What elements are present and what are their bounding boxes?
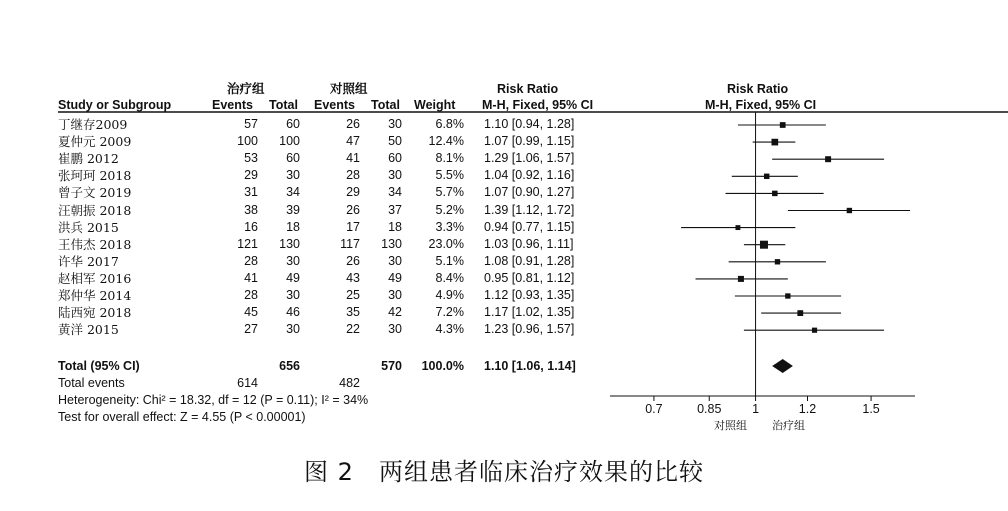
weight-header: Weight <box>414 98 456 112</box>
events-control: 26 <box>346 253 360 268</box>
events-treatment: 28 <box>244 288 258 302</box>
risk-ratio-header-left: Risk Ratio <box>497 82 559 96</box>
total-treatment: 34 <box>286 185 300 200</box>
weight: 5.2% <box>435 202 464 217</box>
total-control: 30 <box>388 117 402 131</box>
total-control: 30 <box>388 288 402 302</box>
heterogeneity-text: Heterogeneity: Chi² = 18.32, df = 12 (P = 0.11); I² = 34% <box>58 393 369 407</box>
x-tick-label: 1.5 <box>862 402 880 416</box>
risk-ratio-ci: 0.94 [0.77, 1.15] <box>484 219 575 234</box>
events-treatment: 27 <box>244 322 258 337</box>
events-control: 41 <box>346 151 360 166</box>
events-treatment: 31 <box>244 185 258 200</box>
study-name: 赵相军 2016 <box>58 270 132 286</box>
risk-ratio-ci: 1.39 [1.12, 1.72] <box>484 202 575 217</box>
events-treatment: 16 <box>244 219 258 234</box>
method-header-right: M-H, Fixed, 95% CI <box>705 98 817 112</box>
study-column-header: Study or Subgroup <box>58 98 172 112</box>
study-name: 曾子文 2019 <box>58 185 132 201</box>
treatment-group-header: 治疗组 <box>227 82 265 96</box>
total-control-value: 570 <box>381 359 402 373</box>
x-tick-label: 0.7 <box>645 402 663 416</box>
events-treatment: 29 <box>244 168 258 183</box>
risk-ratio-ci: 1.17 [1.02, 1.35] <box>484 305 575 320</box>
study-name: 张珂珂 2018 <box>58 168 132 184</box>
study-name: 汪朝振 2018 <box>58 202 132 218</box>
total-control: 37 <box>388 202 402 217</box>
events-treatment: 41 <box>244 270 258 285</box>
study-name: 崔鹏 2012 <box>58 151 119 167</box>
events-treatment-header: Events <box>212 98 253 112</box>
events-control: 35 <box>346 305 360 320</box>
total-control: 30 <box>388 253 402 268</box>
risk-ratio-ci: 1.29 [1.06, 1.57] <box>484 151 575 166</box>
study-marker <box>760 241 768 249</box>
study-name: 丁继存2009 <box>58 117 128 132</box>
total-events-label: Total events <box>58 376 125 390</box>
control-group-header: 对照组 <box>330 82 368 96</box>
risk-ratio-ci: 1.07 [0.99, 1.15] <box>484 134 575 149</box>
weight: 4.9% <box>435 288 464 302</box>
forest-plot-marks <box>681 122 910 373</box>
risk-ratio-ci: 1.03 [0.96, 1.11] <box>484 236 574 251</box>
total-treatment: 39 <box>286 202 300 217</box>
study-marker <box>825 156 831 162</box>
total-treatment: 49 <box>286 270 300 285</box>
events-control: 43 <box>346 270 360 285</box>
total-ci-value: 1.10 [1.06, 1.14] <box>484 359 576 373</box>
total-control: 30 <box>388 168 402 183</box>
study-marker <box>771 139 778 146</box>
total-treatment: 30 <box>286 288 300 302</box>
events-control: 117 <box>340 236 360 251</box>
study-marker <box>772 191 777 196</box>
total-control: 60 <box>388 151 402 166</box>
total-control: 130 <box>381 236 402 251</box>
total-control: 34 <box>388 185 402 200</box>
total-treatment: 30 <box>286 168 300 183</box>
total-treatment: 130 <box>279 236 300 251</box>
events-control: 28 <box>346 168 360 183</box>
weight: 4.3% <box>435 322 464 337</box>
events-control: 22 <box>346 322 360 337</box>
figure-caption: 图 2 两组患者临床治疗效果的比较 <box>304 458 704 486</box>
events-treatment: 45 <box>244 305 258 320</box>
total-treatment: 100 <box>279 134 300 149</box>
total-treatment: 60 <box>286 117 300 131</box>
weight: 12.4% <box>428 134 464 149</box>
total-treatment-header: Total <box>269 98 298 112</box>
events-control: 29 <box>346 185 360 200</box>
total-treatment: 60 <box>286 151 300 166</box>
total-treatment: 30 <box>286 322 300 337</box>
risk-ratio-ci: 0.95 [0.81, 1.12] <box>484 270 575 285</box>
risk-ratio-ci: 1.07 [0.90, 1.27] <box>484 185 575 200</box>
total-weight-value: 100.0% <box>421 359 464 373</box>
pooled-diamond <box>772 359 793 373</box>
x-tick-label: 0.85 <box>697 402 722 416</box>
total-control: 50 <box>388 134 402 149</box>
weight: 5.7% <box>435 185 464 200</box>
events-treatment: 100 <box>237 134 258 149</box>
total-control: 30 <box>388 322 402 337</box>
study-marker <box>785 293 790 298</box>
total-treatment: 30 <box>286 253 300 268</box>
x-tick-label: 1 <box>752 402 760 416</box>
events-treatment: 38 <box>244 202 258 217</box>
risk-ratio-ci: 1.04 [0.92, 1.16] <box>484 168 575 183</box>
weight: 8.4% <box>435 270 464 285</box>
weight: 7.2% <box>435 305 464 320</box>
risk-ratio-ci: 1.10 [0.94, 1.28] <box>484 117 575 131</box>
total-treatment-value: 656 <box>279 359 300 373</box>
weight: 5.5% <box>435 168 464 183</box>
weight: 5.1% <box>435 253 464 268</box>
events-treatment: 28 <box>244 253 258 268</box>
total-control-header: Total <box>371 98 400 112</box>
events-control: 25 <box>346 288 360 302</box>
risk-ratio-header-right: Risk Ratio <box>727 82 789 96</box>
study-name: 陆西宛 2018 <box>58 305 132 321</box>
study-marker <box>735 225 740 230</box>
total-treatment: 46 <box>286 305 300 320</box>
total-label: Total (95% CI) <box>58 359 140 373</box>
events-control: 26 <box>346 117 360 131</box>
events-treatment: 53 <box>244 151 258 166</box>
study-name: 夏仲元 2009 <box>58 134 132 150</box>
study-marker <box>847 208 852 213</box>
study-name: 黄洋 2015 <box>58 322 119 338</box>
study-marker <box>797 310 803 316</box>
study-name: 郑仲华 2014 <box>58 288 132 303</box>
study-name: 王伟杰 2018 <box>58 236 132 252</box>
method-header-left: M-H, Fixed, 95% CI <box>482 98 594 112</box>
weight: 3.3% <box>435 219 464 234</box>
study-marker <box>775 259 780 264</box>
risk-ratio-ci: 1.12 [0.93, 1.35] <box>484 288 575 302</box>
events-treatment: 57 <box>244 117 258 131</box>
total-control: 42 <box>388 305 402 320</box>
study-name: 洪兵 2015 <box>58 219 119 235</box>
risk-ratio-ci: 1.23 [0.96, 1.57] <box>484 322 575 337</box>
risk-ratio-ci: 1.08 [0.91, 1.28] <box>484 253 575 268</box>
events-control: 17 <box>346 219 360 234</box>
study-marker <box>812 328 817 333</box>
favours-treatment-label: 治疗组 <box>772 419 805 432</box>
study-marker <box>738 276 744 282</box>
total-control: 49 <box>388 270 402 285</box>
events-control: 47 <box>346 134 360 149</box>
study-marker <box>764 174 769 179</box>
favours-control-label: 对照组 <box>714 419 747 432</box>
total-events-treatment: 614 <box>237 376 258 390</box>
weight: 23.0% <box>428 236 464 251</box>
events-control-header: Events <box>314 98 355 112</box>
weight: 6.8% <box>435 117 464 131</box>
events-control: 26 <box>346 202 360 217</box>
x-tick-label: 1.2 <box>798 402 817 416</box>
total-control: 18 <box>388 219 402 234</box>
study-name: 许华 2017 <box>58 253 119 269</box>
study-marker <box>780 122 786 128</box>
events-treatment: 121 <box>237 236 258 251</box>
total-treatment: 18 <box>286 219 300 234</box>
overall-effect-text: Test for overall effect: Z = 4.55 (P < 0.00001) <box>58 410 306 424</box>
weight: 8.1% <box>435 151 464 166</box>
total-events-control: 482 <box>339 376 360 390</box>
